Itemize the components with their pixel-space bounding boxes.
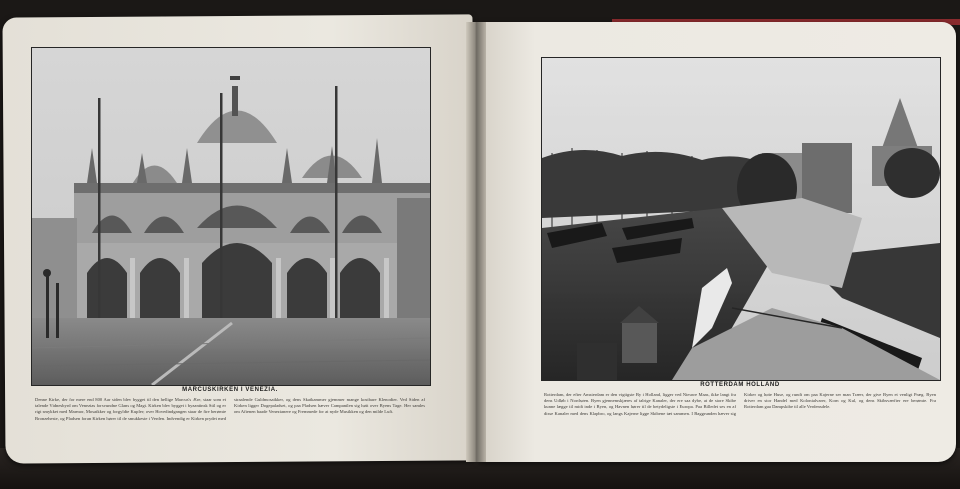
- venice-basilica-image: [32, 48, 430, 385]
- venice-photo: [31, 47, 431, 386]
- rotterdam-photo: [541, 57, 941, 381]
- rotterdam-caption: ROTTERDAM HOLLAND: [700, 382, 780, 388]
- venice-description: Denne Kirke, der for mere end 800 Aar siden blev bygget til den hellige Marcus's Ære, staar som et talende Vidnesbyrd om Venezias forsvundne Glans og Magt. Kirken blev bygget i byzantinsk Stil og er rigt smykket med Marmor, Mosaikker og forgyldte Kupler; over Hovedindgangen staar de fire berømte Bronzeheste, og Pladsen foran Kirken hører til de smukkeste i Verden. Indvendig er Kirken prydet med straalende Guldmosaikker, og dens Skatkammer gjemmer mange kostbare Klenodier. Ved Siden af Kirken ligger Dogepaladset, og paa Pladsen hæver Campanilen sig høit over Byens Tage. Her samles om Aftenen baade Venezianere og Fremmede for at nyde Musikken og den milde Luft.: [35, 397, 425, 421]
- rotterdam-canal-image: [542, 58, 940, 380]
- rotterdam-description: Rotterdam, der efter Amsterdam er den vigtigste By i Holland, ligger ved Nieuwe Maas, ikke langt fra dens Udløb i Nordsøen. Byen gjennemskjæres af talrige Kanaler, der ere saa dybe, at de store Skibe kunne lægge til midt inde i Byen, og Havnen hører til de betydeligste i Europa. Paa Billedet ses en af disse Kanaler med dens Klapbro, og langs Kajerne ligge Skibene tæt sammen. I Baggrunden hæver sig Kirker og høie Huse, og rundt om paa Kajerne ser man Træer, der give Byen et venligt Præg. Byen driver en stor Handel med Kolonialvarer, Korn og Kul, og dens Skibsværfter ere berømte. Fra Rotterdam gaa Dampskibe til alle Verdensdele.: [544, 392, 936, 416]
- book-spine: [466, 22, 486, 462]
- venice-caption: MARCUSKIRKEN I VENEZIA.: [182, 387, 278, 393]
